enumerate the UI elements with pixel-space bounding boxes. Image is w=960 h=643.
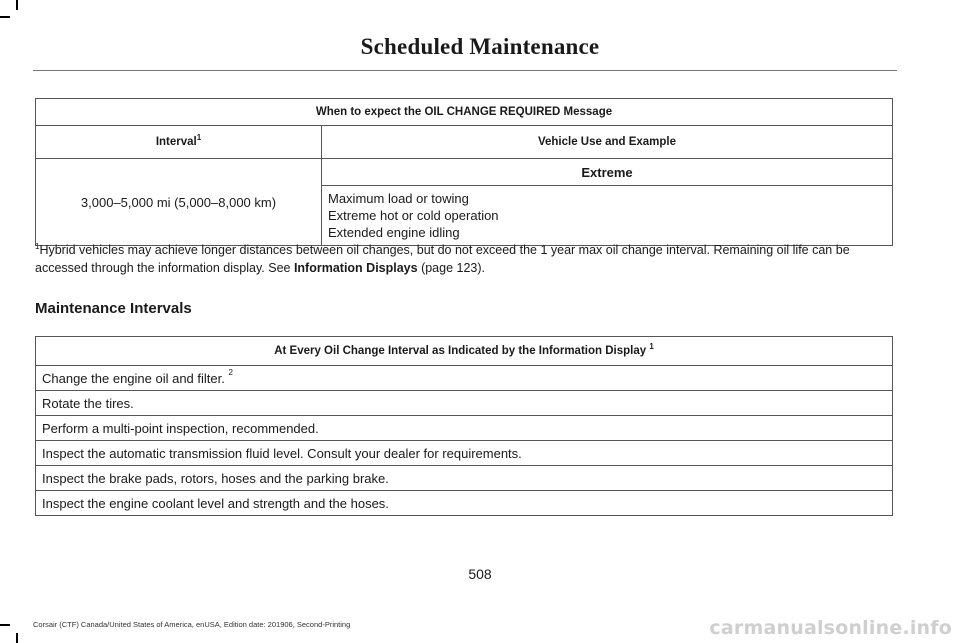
table-cell xyxy=(36,366,893,391)
title-divider xyxy=(33,70,897,71)
footnote-text: Hybrid vehicles may achieve longer distances between oil changes, but do not exceed the 1 year max oil change interval. Remaining oil life can be accessed through the information display. See xyxy=(35,243,850,275)
table-row xyxy=(36,491,893,516)
oil-change-table xyxy=(35,98,893,246)
interval-header-note: 1 xyxy=(196,133,202,142)
table-row xyxy=(36,391,893,416)
oil-table-caption: When to expect the OIL CHANGE REQUIRED Message xyxy=(36,99,893,126)
usage-example: Extreme hot or cold operation xyxy=(328,208,499,223)
row-text: Change the engine oil and filter. xyxy=(42,370,225,386)
table-cell: Inspect the brake pads, rotors, hoses and the parking brake. xyxy=(36,466,893,491)
watermark: carmanualsonline.info xyxy=(709,617,952,639)
interval-header xyxy=(36,126,322,159)
table-row xyxy=(36,466,893,491)
crop-mark xyxy=(0,16,10,18)
row-note: 2 xyxy=(228,367,233,377)
information-displays-link[interactable]: Information Displays xyxy=(293,261,418,275)
table-cell: Rotate the tires. xyxy=(36,391,893,416)
page-title: Scheduled Maintenance xyxy=(360,34,600,59)
usage-example: Maximum load or towing xyxy=(328,191,469,206)
footnote-page-ref: (page 123). xyxy=(417,261,486,275)
table-cell: Perform a multi-point inspection, recommended. xyxy=(36,416,893,441)
table-row xyxy=(36,441,893,466)
maintenance-header-label: At Every Oil Change Interval as Indicated by the Information Display xyxy=(274,345,647,357)
usage-example: Extended engine idling xyxy=(328,225,460,240)
table-cell: Inspect the engine coolant level and strength and the hoses. xyxy=(36,491,893,516)
page-number: 508 xyxy=(468,566,492,582)
interval-value: 3,000–5,000 mi (5,000–8,000 km) xyxy=(36,159,322,246)
section-heading: Maintenance Intervals xyxy=(35,300,192,317)
interval-header-label: Interval xyxy=(155,136,197,148)
maintenance-table xyxy=(35,336,893,516)
footnote xyxy=(35,241,895,277)
usage-examples xyxy=(322,186,893,246)
table-cell: Inspect the automatic transmission fluid level. Consult your dealer for requirements. xyxy=(36,441,893,466)
crop-mark xyxy=(16,0,18,10)
usage-category: Extreme xyxy=(322,159,893,186)
crop-mark xyxy=(0,624,10,626)
maintenance-table-header xyxy=(36,337,893,366)
table-row xyxy=(36,366,893,391)
crop-mark xyxy=(16,633,18,643)
vehicle-use-header: Vehicle Use and Example xyxy=(322,126,893,159)
footnote-marker: 1 xyxy=(35,242,40,251)
maintenance-header-note: 1 xyxy=(649,342,654,351)
footer-edition-text: Corsair (CTF) Canada/United States of America, enUSA, Edition date: 201906, Second-Printing xyxy=(33,620,351,629)
table-row xyxy=(36,416,893,441)
